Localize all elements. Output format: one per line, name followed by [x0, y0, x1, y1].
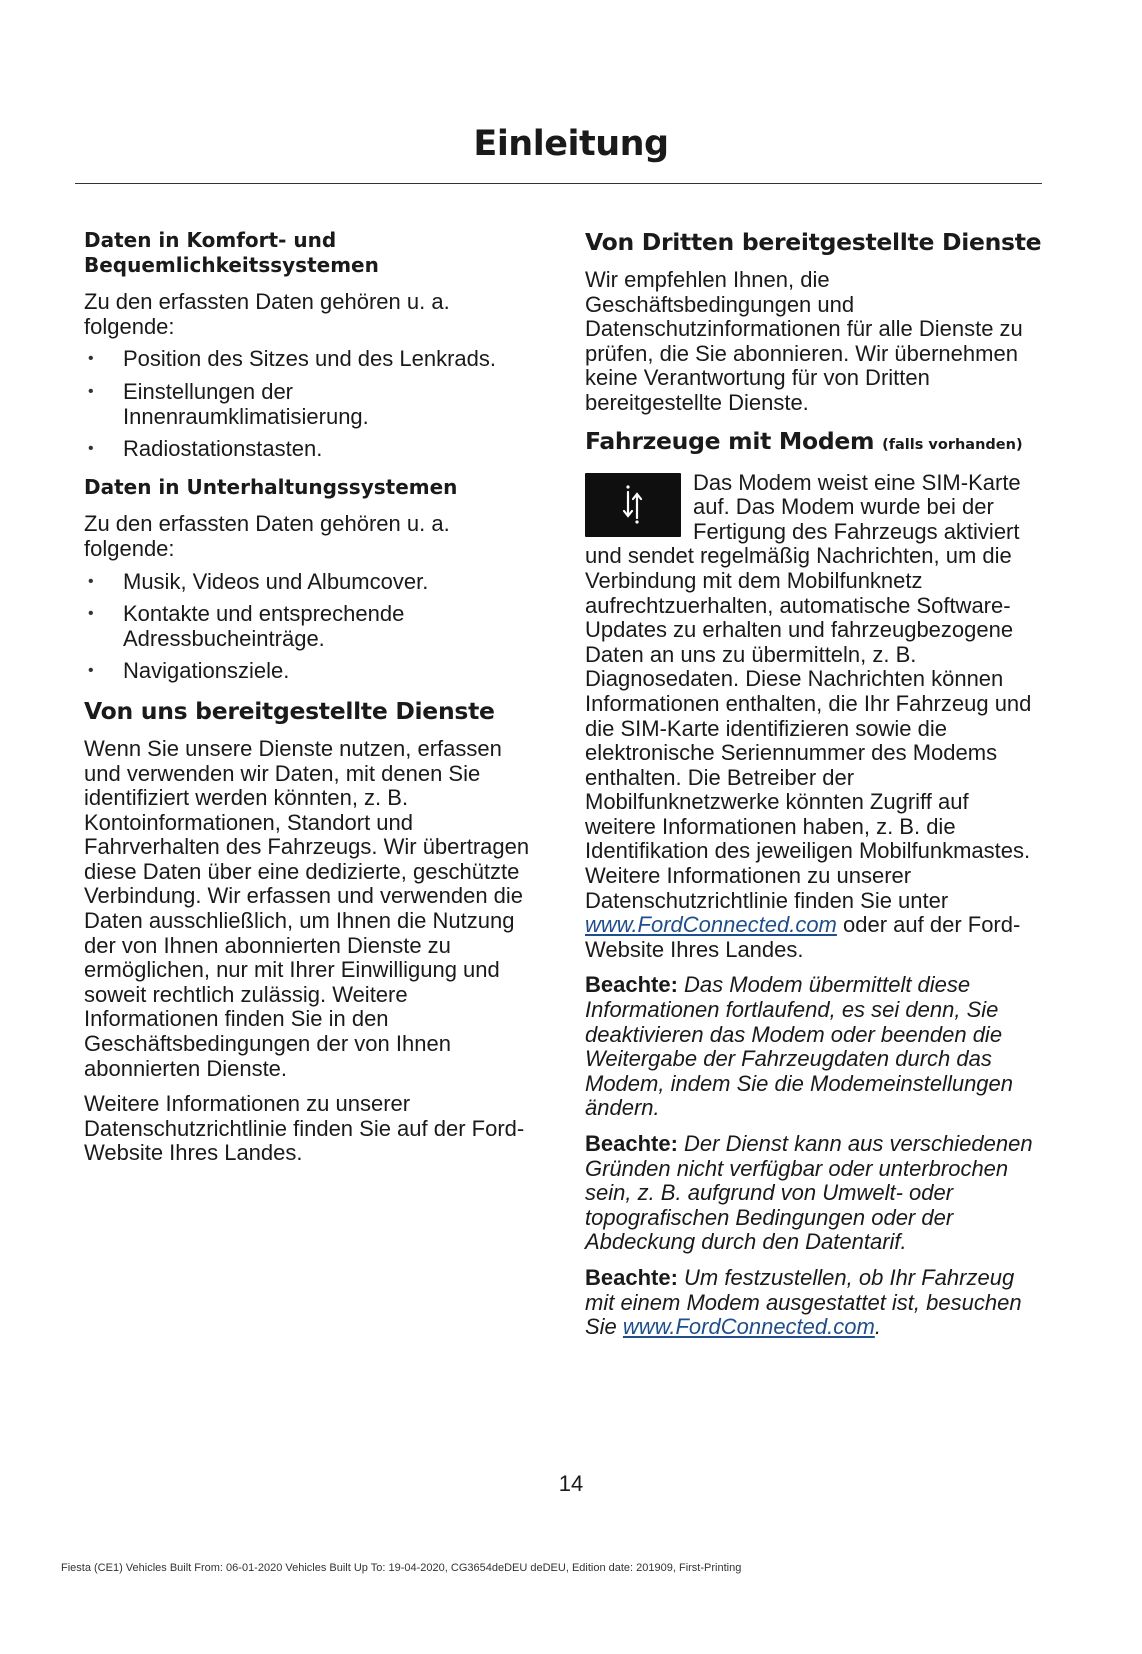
note-text: Um festzustellen, ob Ihr Fahrzeug mit einem Modem ausgestattet ist, besuchen Sie [585, 1264, 1022, 1340]
third-party-paragraph: Wir empfehlen Ihnen, die Geschäftsbedingungen und Datenschutzinformationen für alle Dienste zu prüfen, die Sie abonnieren. Wir übernehmen keine Verantwortung für von Dritten bereitgestellte Dienste. [585, 267, 1023, 415]
entertainment-heading: Daten in Unterhaltungssystemen [84, 474, 458, 499]
our-services-paragraph: Wenn Sie unsere Dienste nutzen, erfassen und verwenden wir Daten, mit denen Sie identifiziert werden könnten, z. B. Kontoinformationen, Standort und Fahrverhalten des Fahrzeugs. Wir übertragen diese Daten über eine dedizierte, geschützte Verbindung. Wir erfassen und verwenden die Daten ausschließlich, um Ihnen die Nutzung der von Ihnen abonnierten Dienste zu ermöglichen, nur mit Ihrer Einwilligung und soweit rechtlich zulässig. Weitere Informationen finden Sie in den Geschäftsbedingungen der von Ihnen abonnierten Dienste. [84, 735, 530, 1081]
modem-heading-note: (falls vorhanden) [882, 436, 1023, 453]
page-number: 14 [558, 1471, 584, 1496]
third-party-heading: Von Dritten bereitgestellte Dienste [585, 228, 1042, 256]
note-text: Der Dienst kann aus verschiedenen Gründen nicht verfügbar oder unterbrochen sein, z. B. aufgrund von Umwelt- oder topografischen Bedingungen oder der Abdeckung durch den Datentarif. [585, 1131, 1033, 1255]
note-end: . [874, 1314, 881, 1340]
entertainment-list [84, 570, 544, 684]
title-divider [75, 183, 1042, 184]
list-item: • Musik, Videos und Albumcover. [84, 570, 544, 595]
list-item: • Position des Sitzes und des Lenkrads. [84, 347, 544, 372]
list-item: • Radiostationstasten. [84, 437, 544, 462]
list-item: • Navigationsziele. [84, 659, 544, 684]
comfort-heading: Daten in Komfort- und Bequemlichkeitssystemen [84, 228, 379, 277]
modem-text-end: oder auf der Ford-Website Ihres Landes. [585, 912, 1021, 962]
comfort-intro: Zu den erfassten Daten gehören u. a. folgende: [84, 289, 450, 339]
left-column [84, 228, 544, 1177]
list-item: • Einstellungen der Innenraumklimatisierung. [84, 380, 544, 429]
modem-heading [585, 427, 1045, 459]
note-text: Das Modem übermittelt diese Informationen fortlaufend, es sei denn, Sie deaktivieren das Modem oder beenden die Weitergabe der Fahrzeugdaten durch das Modem, indem Sie die Modemeinstellungen ändern. [585, 972, 1014, 1121]
modem-heading-text: Fahrzeuge mit Modem [585, 426, 875, 455]
privacy-paragraph: Weitere Informationen zu unserer Datenschutzrichtlinie finden Sie auf der Ford-Website Ihres Landes. [84, 1091, 525, 1166]
modem-text: Das Modem weist eine SIM-Karte auf. Das Modem wurde bei der Fertigung des Fahrzeugs aktiviert und sendet regelmäßig Nachrichten, um die Verbindung mit dem Mobilfunknetz aufrechtzuerhalten, automatische Software-Updates zu erhalten und fahrzeugbezogene Daten an uns zu übermitteln, z. B. Diagnosedaten. Diese Nachrichten können Informationen enthalten, die Ihr Fahrzeug und die SIM-Karte identifizieren sowie die elektronische Seriennummer des Modems enthalten. Die Betreiber der Mobilfunknetzwerke könnten Zugriff auf weitere Informationen haben, z. B. die Identifikation des jeweiligen Mobilfunkmastes. Weitere Informationen zu unserer Datenschutzrichtlinie finden Sie unter [585, 469, 1032, 913]
our-services-heading: Von uns bereitgestellte Dienste [84, 696, 495, 725]
list-item: • Kontakte und entsprechende Adressbucheinträge. [84, 602, 544, 651]
note-modem-check [585, 1266, 1045, 1340]
note-service-availability [585, 1132, 1045, 1255]
note-label: Beachte: [585, 1131, 678, 1156]
entertainment-intro: Zu den erfassten Daten gehören u. a. folgende: [84, 511, 450, 561]
note-label: Beachte: [585, 972, 678, 998]
right-column [585, 228, 1045, 1351]
note-modem-transmission [585, 973, 1045, 1121]
ford-connected-link[interactable]: www.FordConnected.com [622, 1314, 875, 1340]
ford-connected-link[interactable]: www.FordConnected.com [585, 912, 837, 938]
modem-data-transfer-icon [585, 473, 681, 537]
footer-edition-info: Fiesta (CE1) Vehicles Built From: 06-01-2020 Vehicles Built Up To: 19-04-2020, CG3654deDEU deDEU, Edition date: 201909, First-Printing [61, 1562, 742, 1574]
note-label: Beachte: [585, 1264, 678, 1290]
comfort-list [84, 347, 544, 461]
modem-paragraph [585, 471, 1045, 963]
page-title: Einleitung [473, 124, 669, 164]
